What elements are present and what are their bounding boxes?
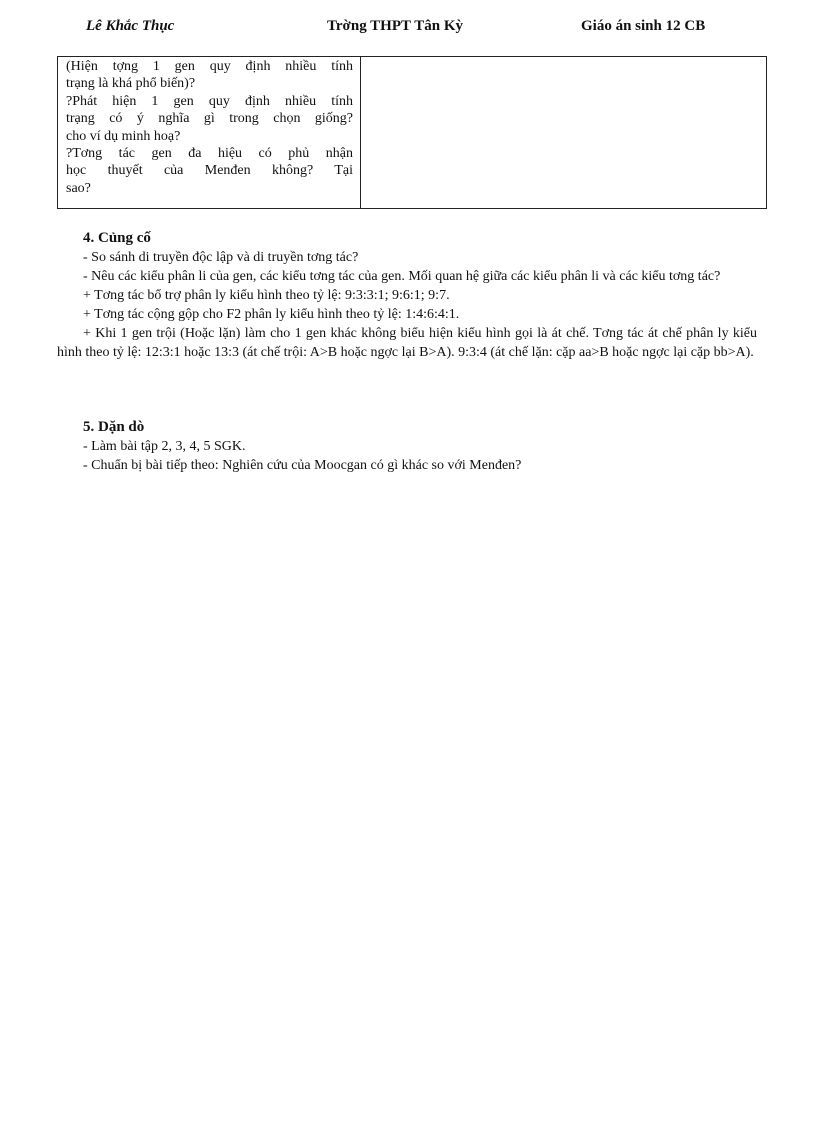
table-line: ?Phát hiện 1 gen quy định nhiều tính (66, 93, 353, 109)
page-header (0, 18, 816, 38)
table-left-cell (58, 57, 361, 209)
table-line: ?Tơng tác gen đa hiệu có phủ nhận (66, 146, 353, 162)
section-title: 4. Củng cố (83, 230, 151, 246)
table-line: sao? (66, 180, 91, 196)
table-line: (Hiện tợng 1 gen quy định nhiều tính (66, 59, 353, 74)
question-lines (58, 57, 360, 197)
header-author: Lê Khắc Thục (86, 18, 175, 34)
bullet-line: + Khi 1 gen trội (Hoặc lặn) làm cho 1 gen khác không biểu hiện kiểu hình gọi là át chế. Tơng tác át chế phân ly kiểu hình theo tỷ lệ: 12:3:1 hoặc 13:3 (át chế trội: A>B hoặc ngợc lại B>A). 9:3:4 (át chế lặn: cặp aa>B hoặc ngợc lại cặp bb>A). (57, 326, 757, 360)
table-row (58, 57, 767, 209)
question-table (57, 56, 767, 209)
task-line: - Chuẩn bị bài tiếp theo: Nghiên cứu của Moocgan có gì khác so với Menđen? (83, 458, 522, 473)
section-cung-co (57, 229, 757, 362)
table-line: trạng có ý nghĩa gì trong chọn giống? (66, 111, 353, 127)
bullet-line: + Tơng tác cộng gộp cho F2 phân ly kiểu hình theo tỷ lệ: 1:4:6:4:1. (83, 307, 460, 322)
table-line: trạng là khá phổ biến)? (66, 76, 196, 92)
task-line: - Làm bài tập 2, 3, 4, 5 SGK. (83, 439, 246, 454)
question-line: - Nêu các kiểu phân li của gen, các kiểu tơng tác của gen. Mối quan hệ giữa các kiểu phân li và các kiểu tơng tác? (83, 269, 721, 284)
section-title: 5. Dặn dò (83, 419, 145, 435)
table-line: học thuyết của Menđen không? Tại (66, 163, 353, 179)
section-dan-do (57, 418, 757, 475)
table-line: cho ví dụ minh hoạ? (66, 128, 181, 144)
header-subject: Giáo án sinh 12 CB (581, 18, 706, 34)
table-right-cell (361, 57, 767, 209)
bullet-line: + Tơng tác bổ trợ phân ly kiểu hình theo tỷ lệ: 9:3:3:1; 9:6:1; 9:7. (83, 288, 450, 303)
header-school: Trờng THPT Tân Kỳ (327, 18, 463, 34)
question-line: - So sánh di truyền độc lập và di truyền tơng tác? (83, 250, 359, 265)
